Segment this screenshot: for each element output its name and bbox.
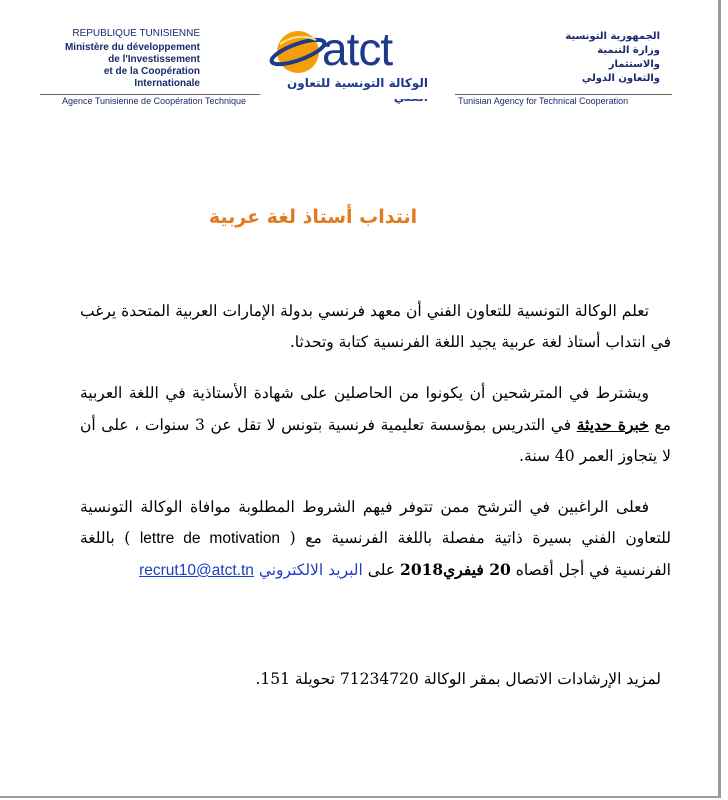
- header-left-block: [40, 28, 200, 90]
- header-right-block: [545, 30, 660, 86]
- ministry-fr-2: de l'Investissement: [108, 54, 200, 65]
- announcement-body: [80, 296, 671, 606]
- tagline-en: Tunisian Agency for Technical Cooperation: [458, 96, 629, 106]
- tagline-fr: Agence Tunisienne de Coopération Technique: [62, 96, 246, 106]
- paragraph-2-c: في التدريس بمؤسسة تعليمية فرنسية بتونس لا تقل عن 3 سنوات ، على أن لا يتجاوز العمر 40 سنة.: [80, 416, 671, 465]
- paragraph-1: [80, 296, 671, 358]
- email-link[interactable]: recrut10@atct.tn: [139, 562, 254, 579]
- paragraph-3-b: ) باللغة الفرنسية في أجل أقصاه: [80, 529, 671, 579]
- ministry-ar-1: وزارة التنمية والاستثمار: [597, 45, 660, 70]
- paragraph-3-c: على: [367, 561, 396, 579]
- page-title: انتداب أستاذ لغة عربية: [208, 206, 418, 228]
- deadline-date: 20 فيفري2018: [400, 560, 511, 579]
- logo-text: atct: [322, 23, 393, 75]
- logo-arabic: الوكالة التونسية للتعاون: [287, 76, 428, 90]
- recent-experience: خبرة حديثة: [576, 415, 649, 434]
- republic-ar: الجمهورية التونسية: [565, 31, 660, 42]
- paragraph-2: [80, 378, 671, 472]
- ministry-ar-2: والتعاون الدولي: [581, 73, 660, 84]
- paragraph-3-a: فعلى الراغبين في الترشح ممن تتوفر فيهم الشروط المطلوبة موافاة الوكالة التونسية للتعاون الفني بسيرة ذاتية مفصلة باللغة الفرنسية مع (: [80, 498, 671, 547]
- paragraph-2-a: ويشترط في المترشحين أن يكونوا من الحاصلين على شهادة الأستاذية في اللغة العربية مع: [80, 384, 671, 434]
- ministry-fr-3: et de la Coopération Internationale: [103, 66, 200, 89]
- paragraph-4: لمزيد الإرشادات الاتصال بمقر الوكالة 71234720 تحويلة 151.: [255, 670, 661, 688]
- paragraph-1-text: تعلم الوكالة التونسية للتعاون الفني أن معهد فرنسي بدولة الإمارات العربية المتحدة يرغب في انتداب أستاذ لغة عربية يجيد اللغة الفرنسية كتابة وتحدثا.: [80, 302, 671, 351]
- lettre-de-motivation: lettre de motivation: [139, 530, 281, 547]
- ministry-fr-1: Ministère du développement: [64, 42, 200, 53]
- email-label: البريد الالكتروني: [258, 561, 363, 579]
- republic-fr: REPUBLIQUE TUNISIENNE: [72, 28, 200, 39]
- paragraph-3: [80, 492, 671, 586]
